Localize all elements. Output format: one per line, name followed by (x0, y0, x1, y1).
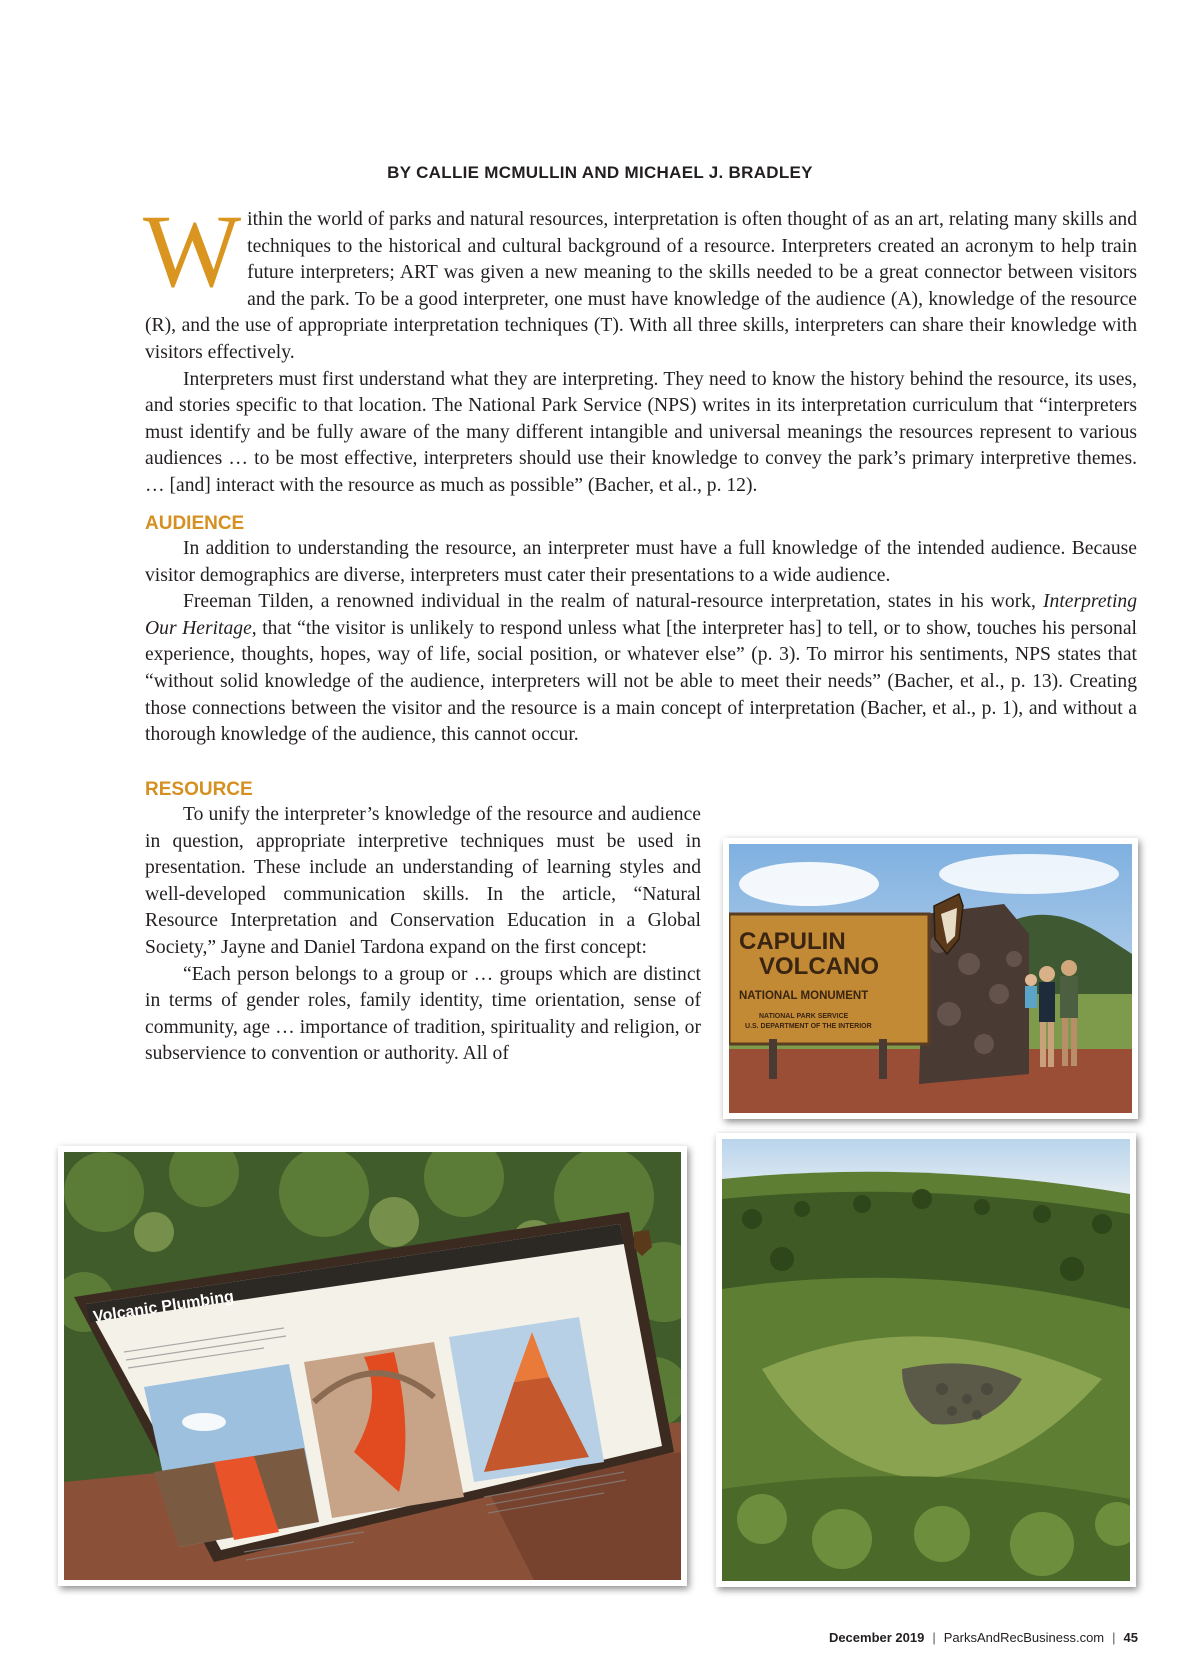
capulin-sign-image (729, 844, 1132, 1113)
sign-line-1: CAPULIN (739, 928, 846, 955)
drop-cap: W (143, 194, 242, 309)
intro-paragraph-1 (143, 194, 1137, 367)
audience-paragraph-2-text-b: , that “the visitor is unlikely to respond unless what [the interpreter has] to tell, or to show, touches his personal experience, thoughts, hopes, way of life, social position, or whatever else” (p. 3). To mirror his sentiments, NPS states that “without solid knowledge of the audience, interpreters will not be able to meet their needs” (Bacher, et al., p. 13). Creating those connections between the visitor and the resource is a main concept of interpretation (Bacher, et al., p. 1), and without a thorough knowledge of the audience, this cannot occur. (145, 617, 1137, 746)
footer-date: December 2019 (828, 1630, 925, 1645)
volcanic-plumbing-photo (58, 1146, 687, 1586)
crater-photo (716, 1133, 1136, 1587)
resource-heading: RESOURCE (145, 779, 253, 800)
page-footer (829, 1630, 1138, 1645)
crater-image (722, 1139, 1130, 1581)
audience-paragraph-2 (145, 589, 1137, 749)
intro-paragraph-1-text: ithin the world of parks and natural resources, interpretation is often thought of as an art, relating many skills and techniques to the historical and cultural background of a resource. Interpreters created an acronym to help train future interpreters; ART was given a new meaning to the skills needed to be a great connector between visitors and the park. To be a good interpreter, one must have knowledge of the audience (A), knowledge of the resource (R), and the use of appropriate interpretation techniques (T). With all three skills, interpreters can share their knowledge with visitors effectively. (145, 209, 1137, 363)
footer-site: ParksAndRecBusiness.com (943, 1630, 1105, 1645)
sign-line-5: U.S. DEPARTMENT OF THE INTERIOR (745, 1023, 872, 1030)
resource-paragraph-2: “Each person belongs to a group or … groups which are distinct in terms of gender roles, family identity, time orientation, sense of community, age … importance of tradition, spirituality and religion, or subservience to convention or authority. All of (145, 963, 701, 1065)
sign-line-2: VOLCANO (759, 953, 879, 980)
sign-line-3: NATIONAL MONUMENT (739, 990, 869, 1002)
intro-paragraph-2: Interpreters must first understand what they are interpreting. They need to know the history behind the resource, its uses, and stories specific to that location. The National Park Service (NPS) writes in its interpretation curriculum that “interpreters must identify and be fully aware of the many different intangible and universal meanings the resources represent to various audiences … to be most effective, interpreters should use their knowledge to convey the park’s primary interpretive themes. … [and] interact with the resource as much as possible” (Bacher, et al., p. 12). (145, 368, 1137, 496)
panel-title: Volcanic Plumbing (92, 1288, 235, 1326)
resource-section (145, 778, 701, 1068)
audience-paragraph-1: In addition to understanding the resource, an interpreter must have a full knowledge of the intended audience. Because visitor demographics are diverse, interpreters must cater their presentations to a wide audience. (145, 538, 1137, 586)
intro-section (143, 194, 1137, 500)
capulin-sign-photo (723, 838, 1138, 1119)
page-number: 45 (1123, 1630, 1138, 1645)
audience-heading: AUDIENCE (145, 513, 245, 534)
audience-section (145, 512, 1137, 749)
resource-paragraph-1: To unify the interpreter’s knowledge of the resource and audience in question, appropriate interpretive techniques must be used in presentation. These include an understanding of learning styles and well-developed communication skills. In the article, “Natural Resource Interpretation and Conservation Education in a Global Society,” Jayne and Daniel Tardona expand on the first concept: (145, 804, 701, 958)
footer-separator: | (1112, 1630, 1116, 1645)
book-title: Interpreting Our Heritage (145, 591, 1137, 639)
byline: BY CALLIE MCMULLIN AND MICHAEL J. BRADLEY (387, 163, 813, 182)
volcanic-plumbing-image (64, 1152, 681, 1580)
audience-paragraph-2-text-a: Freeman Tilden, a renowned individual in the realm of natural-resource interpretation, states in his work, (183, 591, 1044, 613)
sign-line-4: NATIONAL PARK SERVICE (759, 1013, 849, 1020)
footer-separator: | (932, 1630, 936, 1645)
